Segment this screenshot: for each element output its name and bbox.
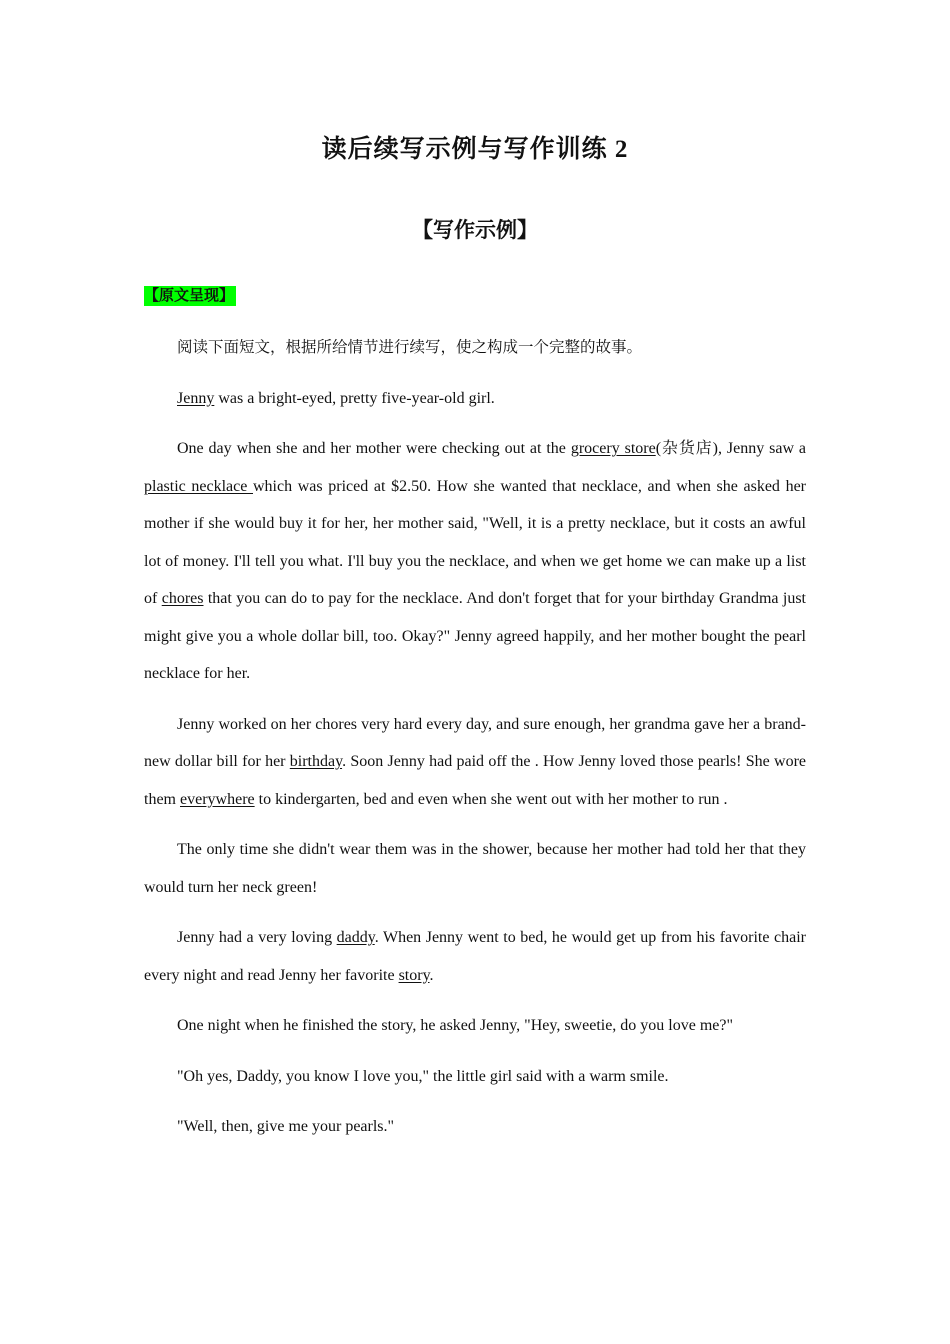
vocab-grocery-store: grocery store [570, 440, 656, 457]
section-title: 【写作示例】 [412, 218, 538, 242]
vocab-birthday: birthday [289, 753, 343, 770]
vocab-story: story [398, 966, 430, 984]
paragraph-1: Jenny was a bright-eyed, pretty five-year-old girl. [177, 389, 495, 407]
paragraph-6: One night when he finished the story, he asked Jenny, "Hey, sweetie, do you love me?" [177, 1017, 734, 1034]
paragraph-8: "Well, then, give me your pearls." [177, 1118, 395, 1135]
paragraph-5: Jenny had a very loving daddy. When Jenny went to bed, he would get up from his favorite chair every night and read Jenny her favorite story. [144, 929, 806, 984]
vocab-everywhere: everywhere [180, 790, 255, 808]
instruction-paragraph: 阅读下面短文，根据所给情节进行续写，使之构成一个完整的故事。 [177, 339, 643, 356]
story-body [144, 329, 806, 1159]
paragraph-2: One day when she and her mother were checking out at the grocery store(杂货店), Jenny saw a plastic necklace which was priced at $2.50. How she wanted that necklace, and when she asked her mother if she would buy it for her, her mother said, "Well, it is a pretty necklace, but it costs an awful lot of money. I'll tell you what. I'll buy you the necklace, and when we get home we can make up a list of chores that you can do to pay for the necklace. And don't forget that for your birthday Grandma just might give you a whole dollar bill, too. Okay?" Jenny agreed happily, and her mother bought the pearl necklace for her. [144, 440, 807, 682]
vocab-jenny: Jenny [177, 389, 215, 407]
vocab-plastic-necklace: plastic necklace [144, 477, 253, 495]
paragraph-4: The only time she didn't wear them was in the shower, because her mother had told her that they would turn her neck green! [144, 841, 806, 896]
document-title: 读后续写示例与写作训练 2 [321, 136, 629, 163]
paragraph-7: "Oh yes, Daddy, you know I love you," the little girl said with a warm smile. [177, 1067, 669, 1085]
paragraph-3: Jenny worked on her chores very hard every day, and sure enough, her grandma gave her a brand-new dollar bill for her birthday. Soon Jenny had paid off the . How Jenny loved those pearls! She wore them everywhere to kindergarten, bed and even when she went out with her mother to run . [144, 715, 806, 808]
vocab-daddy: daddy [336, 929, 375, 946]
original-text-badge: 【原文呈现】 [144, 288, 235, 304]
vocab-chores: chores [161, 590, 204, 607]
